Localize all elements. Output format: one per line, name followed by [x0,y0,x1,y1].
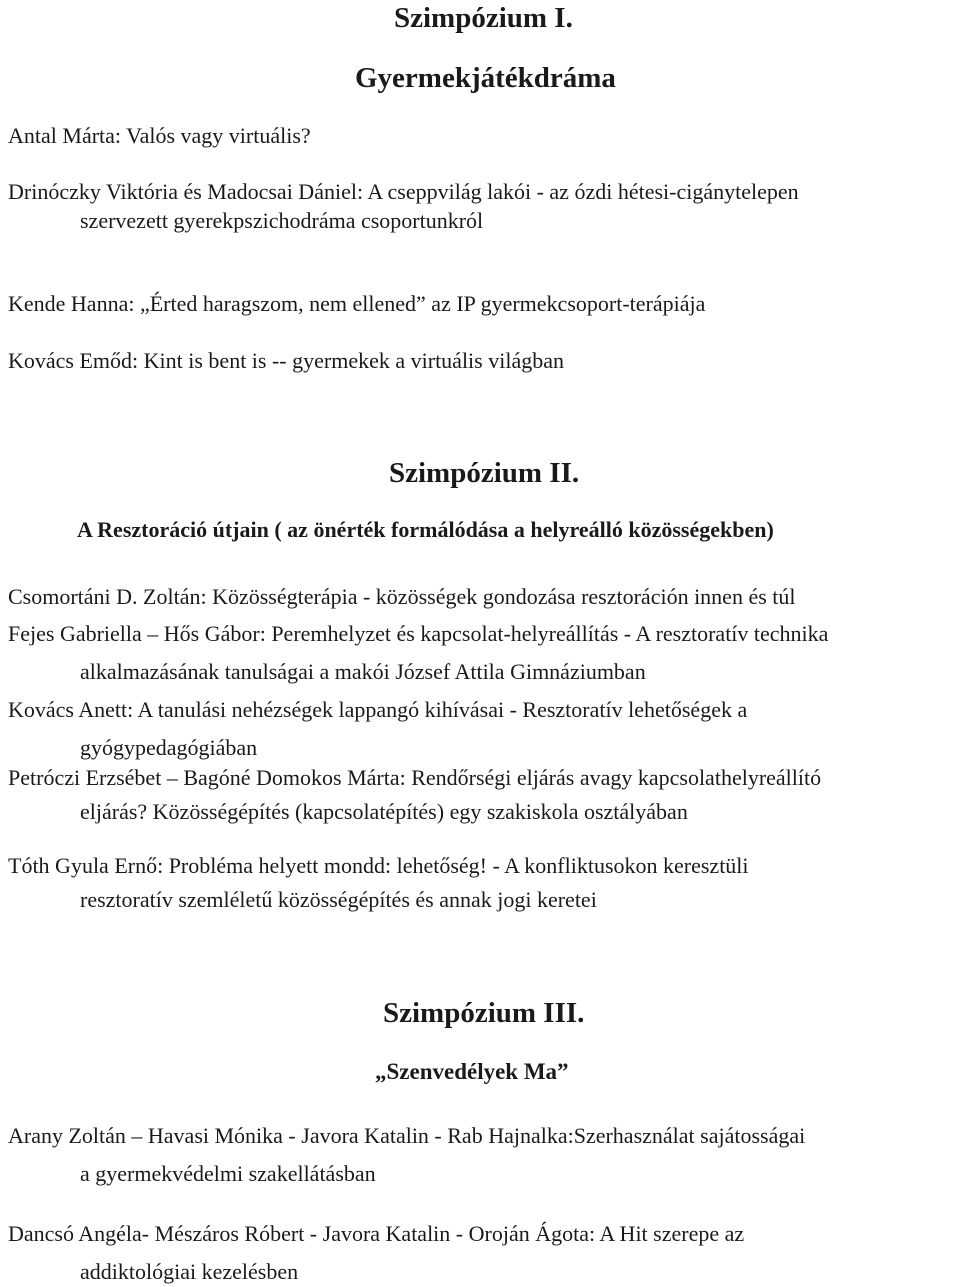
entry-line: szervezett gyerekpszichodráma csoportunkról [80,208,484,233]
entry-line: Fejes Gabriella – Hős Gábor: Peremhelyzet és kapcsolat-helyreállítás - A resztoratív technika [8,621,829,646]
symposium-2-title: Szimpózium II. [389,457,580,489]
entry-line: Kende Hanna: „Érted haragszom, nem ellened” az IP gyermekcsoport-terápiája [8,291,706,316]
entry-line: a gyermekvédelmi szakellátásban [80,1161,376,1186]
entry-line: Kovács Anett: A tanulási nehézségek lappangó kihívásai - Resztoratív lehetőségek a [8,697,748,722]
entry-line: addiktológiai kezelésben [80,1259,299,1284]
entry-line: Dancsó Angéla- Mészáros Róbert - Javora Katalin - Oroján Ágota: A Hit szerepe az [8,1221,745,1246]
entry-line: Antal Márta: Valós vagy virtuális? [8,123,311,148]
entry-line: Kovács Emőd: Kint is bent is -- gyermekek a virtuális világban [8,348,564,373]
entry-line: eljárás? Közösségépítés (kapcsolatépítés) egy szakiskola osztályában [80,799,688,824]
symposium-2-subtitle: A Resztoráció útjain ( az önérték formálódása a helyreálló közösségekben) [77,517,774,542]
symposium-3-title: Szimpózium III. [383,997,585,1029]
entry-line: Tóth Gyula Ernő: Probléma helyett mondd: lehetőség! - A konfliktusokon keresztüli [8,853,749,878]
symposium-3-subtitle: „Szenvedélyek Ma” [375,1059,569,1084]
entry-line: alkalmazásának tanulságai a makói József Attila Gimnáziumban [80,659,646,684]
symposium-1-title: Szimpózium I. [394,2,573,34]
symposium-1-subtitle: Gyermekjátékdráma [355,62,616,94]
entry-line: Drinóczky Viktória és Madocsai Dániel: A cseppvilág lakói - az ózdi hétesi-cigánytelepen [8,179,799,204]
entry-line: gyógypedagógiában [80,735,258,760]
entry-line: Petróczi Erzsébet – Bagóné Domokos Márta: Rendőrségi eljárás avagy kapcsolathelyreállító [8,765,822,790]
entry-line: Arany Zoltán – Havasi Mónika - Javora Katalin - Rab Hajnalka:Szerhasználat sajátosságai [8,1123,806,1148]
entry-line: Csomortáni D. Zoltán: Közösségterápia - közösségek gondozása resztoráción innen és túl [8,584,796,609]
entry-line: resztoratív szemléletű közösségépítés és annak jogi keretei [80,887,597,912]
